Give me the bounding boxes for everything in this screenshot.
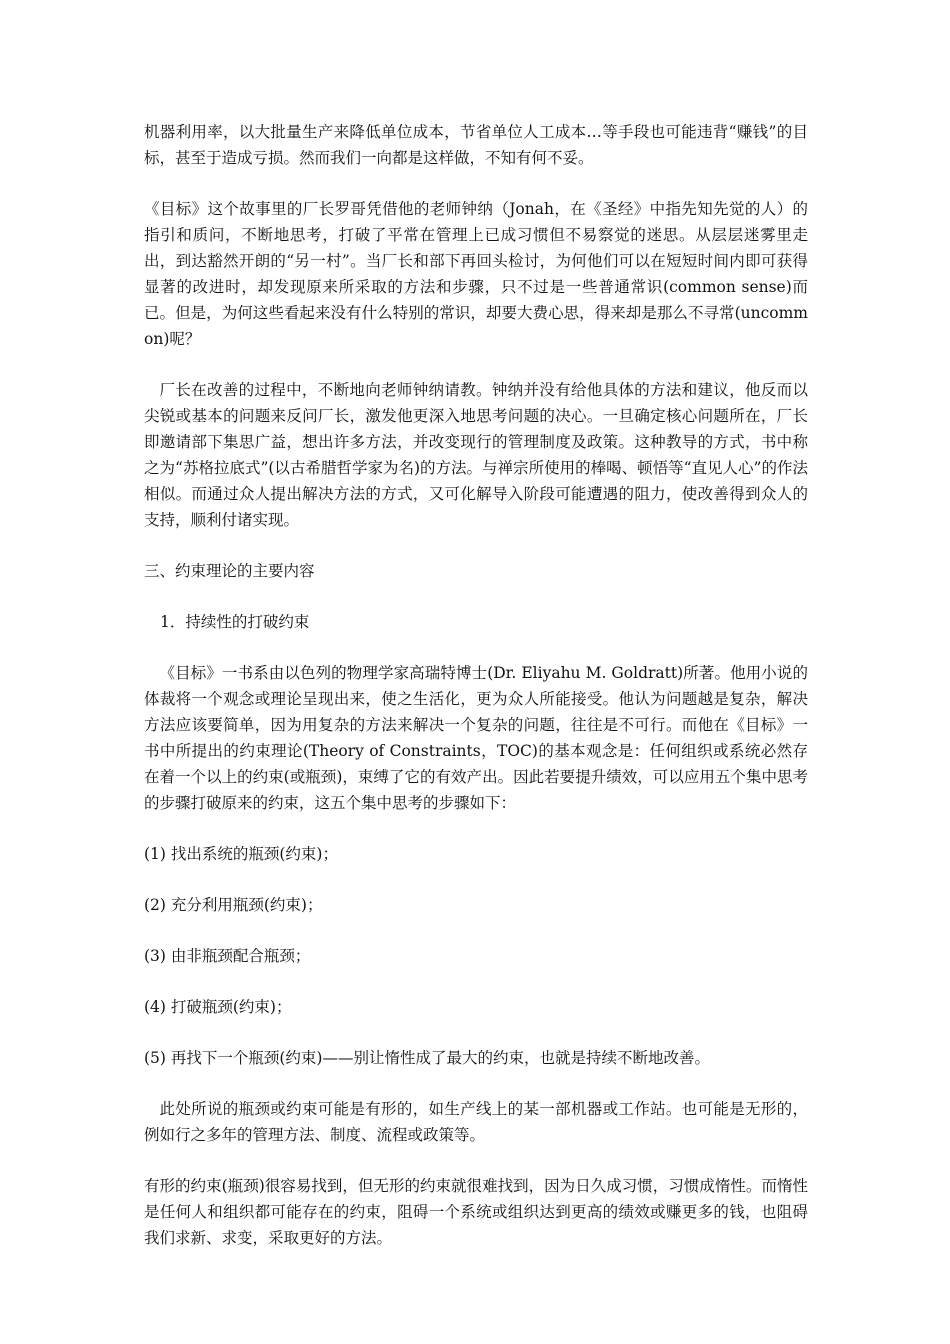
paragraph-goal-story: 《目标》这个故事里的厂长罗哥凭借他的老师钟纳（Jonah，在《圣经》中指先知先觉的人）的指引和质问，不断地思考，打破了平常在管理上已成习惯但不易察觉的迷思。从层层迷雾里走出，到达豁然开朗的“另一村”。当厂长和部下再回头检讨，为何他们可以在短短时间内即可获得显著的改进时，却发现原来所采取的方法和步骤，只不过是一些普通常识(common sense)而已。但是，为何这些看起来没有什么特别的常识，却要大费心思，得来却是那么不寻常(uncommon)呢？ bbox=[144, 200, 808, 348]
paragraph-machine-utilization: 机器利用率，以大批量生产来降低单位成本，节省单位人工成本…等手段也可能违背“赚钱”的目标，甚至于造成亏损。然而我们一向都是这样做，不知有何不妥。 bbox=[144, 123, 808, 167]
paragraph-goldratt-toc: 《目标》一书系由以色列的物理学家高瑞特博士(Dr. Eliyahu M. Goldratt)所著。他用小说的体裁将一个观念或理论呈现出来，使之生活化，更为众人所能接受。他认为问题越是复杂，解决方法应该要简单，因为用复杂的方法来解决一个复杂的问题，往往是不可行。而他在《目标》一书中所提出的约束理论(Theory of Constraints，TOC)的基本观念是：任何组织或系统必然存在着一个以上的约束(或瓶颈)，束缚了它的有效产出。因此若要提升绩效，可以应用五个集中思考的步骤打破原来的约束，这五个集中思考的步骤如下： bbox=[144, 664, 808, 812]
paragraph-inertia-constraint: 有形的约束(瓶颈)很容易找到，但无形的约束就很难找到，因为日久成习惯，习惯成惰性。而惰性是任何人和组织都可能存在的约束，阻碍一个系统或组织达到更高的绩效或赚更多的钱，也阻碍我们求新、求变，采取更好的方法。 bbox=[144, 1177, 808, 1247]
subsection-heading-breaking-constraints: 1．持续性的打破约束 bbox=[160, 613, 310, 631]
list-item-step-1: (1) 找出系统的瓶颈(约束)； bbox=[144, 845, 338, 863]
list-item-step-2: (2) 充分利用瓶颈(约束)； bbox=[144, 896, 323, 914]
section-heading-toc-content: 三、约束理论的主要内容 bbox=[144, 562, 315, 580]
list-item-step-4: (4) 打破瓶颈(约束)； bbox=[144, 998, 292, 1016]
paragraph-tangible-intangible: 此处所说的瓶颈或约束可能是有形的，如生产线上的某一部机器或工作站。也可能是无形的，例如行之多年的管理方法、制度、流程或政策等。 bbox=[144, 1100, 808, 1144]
list-item-step-5: (5) 再找下一个瓶颈(约束)——别让惰性成了最大的约束，也就是持续不断地改善。 bbox=[144, 1049, 710, 1067]
document-body bbox=[144, 119, 808, 1276]
list-item-step-3: (3) 由非瓶颈配合瓶颈； bbox=[144, 947, 311, 965]
paragraph-socratic-method: 厂长在改善的过程中，不断地向老师钟纳请教。钟纳并没有给他具体的方法和建议，他反而以尖锐或基本的问题来反问厂长，激发他更深入地思考问题的决心。一旦确定核心问题所在，厂长即邀请部下集思广益，想出许多方法，并改变现行的管理制度及政策。这种教导的方式，书中称之为“苏格拉底式”(以古希腊哲学家为名)的方法。与禅宗所使用的棒喝、顿悟等“直见人心”的作法相似。而通过众人提出解决方法的方式，又可化解导入阶段可能遭遇的阻力，使改善得到众人的支持，顺利付诸实现。 bbox=[144, 381, 808, 529]
